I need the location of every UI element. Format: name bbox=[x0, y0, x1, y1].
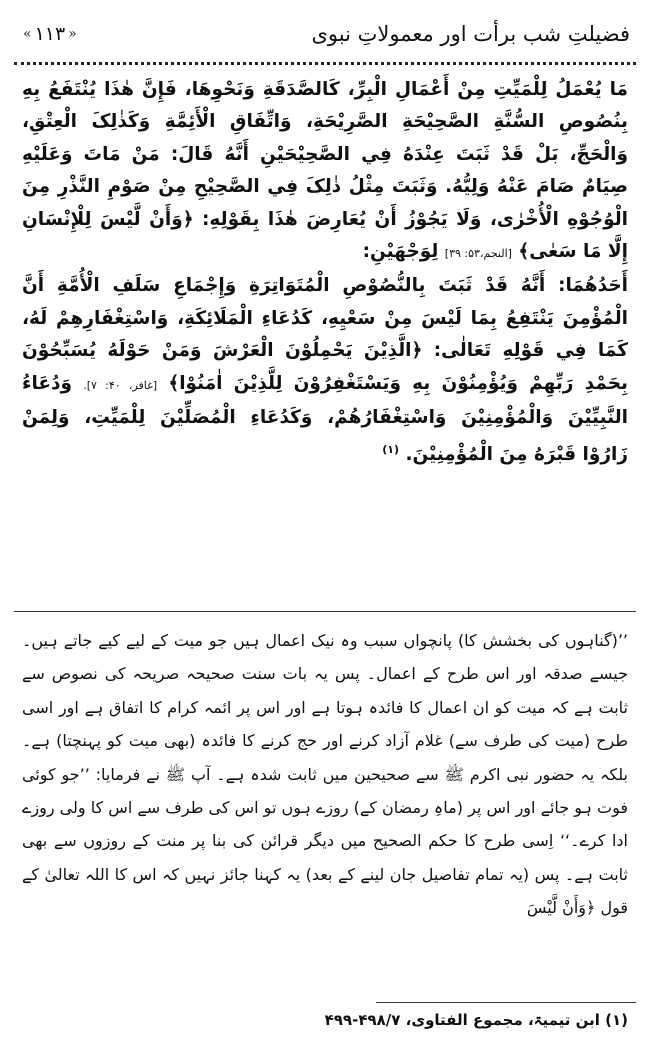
page-number-box bbox=[20, 23, 80, 45]
section-divider bbox=[14, 611, 636, 612]
arabic-p2-text: أَحَدُهُمَا: أَنَّهُ قَدْ ثَبَتَ بِالنُّصُوْصِ الْمُتَوَاتِرَةِ وَإِجْمَاعِ سَلَفِ الْأُمَّةِ أَنَّ الْمُؤْمِنَ يَنْتَفِعُ بِمَا لَيْسَ مِنْ سَعْيِهِ، كَدُعَاءِ الْمَلَائِكَةِ، وَاسْتِغْفَارِهِمْ لَهُ، كَمَا فِي قَوْلِهِ تَعَالٰى: ﴿الَّذِيْنَ يَحْمِلُوْنَ الْعَرْشَ وَمَنْ حَوْلَهُ يُسَبِّحُوْنَ بِحَمْدِ رَبِّهِمْ وَيُؤْمِنُوْنَ بِهِ وَيَسْتَغْفِرُوْنَ لِلَّذِيْنَ اٰمَنُوْا﴾ bbox=[22, 275, 628, 394]
footnote-marker: (۱) bbox=[382, 443, 400, 457]
ornament-right-icon: » bbox=[68, 26, 77, 42]
footnote: (۱) ابن تیمیۃ، مجموع الفتاوی، ۴۹۸/۷-۴۹۹ bbox=[324, 1011, 628, 1029]
arabic-p1-tail: لِوَجْهَيْنِ: bbox=[362, 241, 439, 263]
arabic-paragraph-2 bbox=[22, 270, 628, 472]
quran-reference-2: [غافر، ۴۰: ۷]. bbox=[83, 378, 158, 392]
urdu-translation-block bbox=[22, 624, 628, 925]
header-divider bbox=[14, 62, 636, 65]
quran-reference-1: [النجم،۵۳: ۳۹] bbox=[444, 247, 512, 261]
page-number: ۱۱۳ bbox=[34, 23, 66, 45]
arabic-p2-tail: وَدُعَاءُ النَّبِيِّيْنَ وَالْمُؤْمِنِيْنَ وَاسْتِغْفَارُهُمْ، وَكَدُعَاءِ الْمُصَلِّيْنَ لِلْمَيِّتِ، وَلِمَنْ زَارُوْا قَبْرَهُ مِنَ الْمُؤْمِنِيْنَ. bbox=[22, 372, 628, 466]
ornament-left-icon: « bbox=[23, 26, 32, 42]
urdu-paragraph: ’’(گناہوں کی بخشش کا) پانچواں سبب وہ نیک اعمال ہیں جو میت کے لیے کیے جاتے ہیں۔ جیسے صدقہ اور اس طرح کے اعمال۔ پس یہ بات سنت صحیحہ صریحہ کی نصوص سے ثابت ہے کہ میت کو ان اعمال کا فائدہ ہوتا ہے اور اس پر ائمہ کرام کا اتفاق ہے اور اسی طرح (میت کی طرف سے) غلام آزاد کرنے اور حج کرنے کا فائدہ (بھی میت کو پہنچتا) ہے۔ بلکہ یہ حضور نبی اکرم ﷺ سے صحیحین میں ثابت شدہ ہے۔ آپ ﷺ نے فرمایا: ’’جو کوئی فوت ہو جائے اور اس پر (ماہِ رمضان کے) روزے ہوں تو اس کی طرف سے اس کا ولی روزے ادا کرے۔‘‘ اِسی طرح کا حکم الصحیح میں دیگر قرائن کی بنا پر منت کے روزوں سے بھی ثابت ہے۔ پس (یہ تمام تفاصیل جان لینے کے بعد) یہ کہنا جائز نہیں کہ اس کا اللہ تعالیٰ کے قول ﴿وَأَنْ لَّيْسَ bbox=[22, 631, 628, 918]
footnote-divider bbox=[376, 1002, 636, 1003]
arabic-p1-text: مَا يُعْمَلُ لِلْمَيِّتِ مِنْ أَعْمَالِ الْبِرِّ، كَالصَّدَقَةِ وَنَحْوِهَا، فَإِنَّ هٰذَا يُنْتَفَعُ بِهِ بِنُصُوصِ السُّنَّةِ الصَّحِيْحَةِ الصَّرِيْحَةِ، وَاتِّفَاقِ الْأَئِمَّةِ وَكَذٰلِکَ الْعِتْقِ، وَالْحَجِّ، بَلْ قَدْ ثَبَتَ عِنْدَهُ فِي الصَّحِيْحَيْنِ أَنَّهُ قَالَ: مَنْ مَاتَ وَعَلَيْهِ صِيَامٌ صَامَ عَنْهُ وَلِيُّهُ. وَثَبَتَ مِثْلُ ذٰلِکَ فِي الصَّحِيْحِ مِنْ صَوْمِ النَّذْرِ مِنَ الْوُجُوْهِ الْأُخْرٰى، وَلَا يَجُوْزُ أَنْ يُعَارِضَ هٰذَا بِقَوْلِهِ: ﴿وَأَنْ لَّيْسَ لِلْإِنْسَانِ إِلَّا مَا سَعٰى﴾ bbox=[22, 79, 628, 263]
page-header bbox=[20, 14, 630, 54]
arabic-paragraph-1 bbox=[22, 74, 628, 270]
running-title: فضیلتِ شب برأت اور معمولاتِ نبوی bbox=[311, 22, 630, 46]
arabic-text-block bbox=[22, 74, 628, 472]
